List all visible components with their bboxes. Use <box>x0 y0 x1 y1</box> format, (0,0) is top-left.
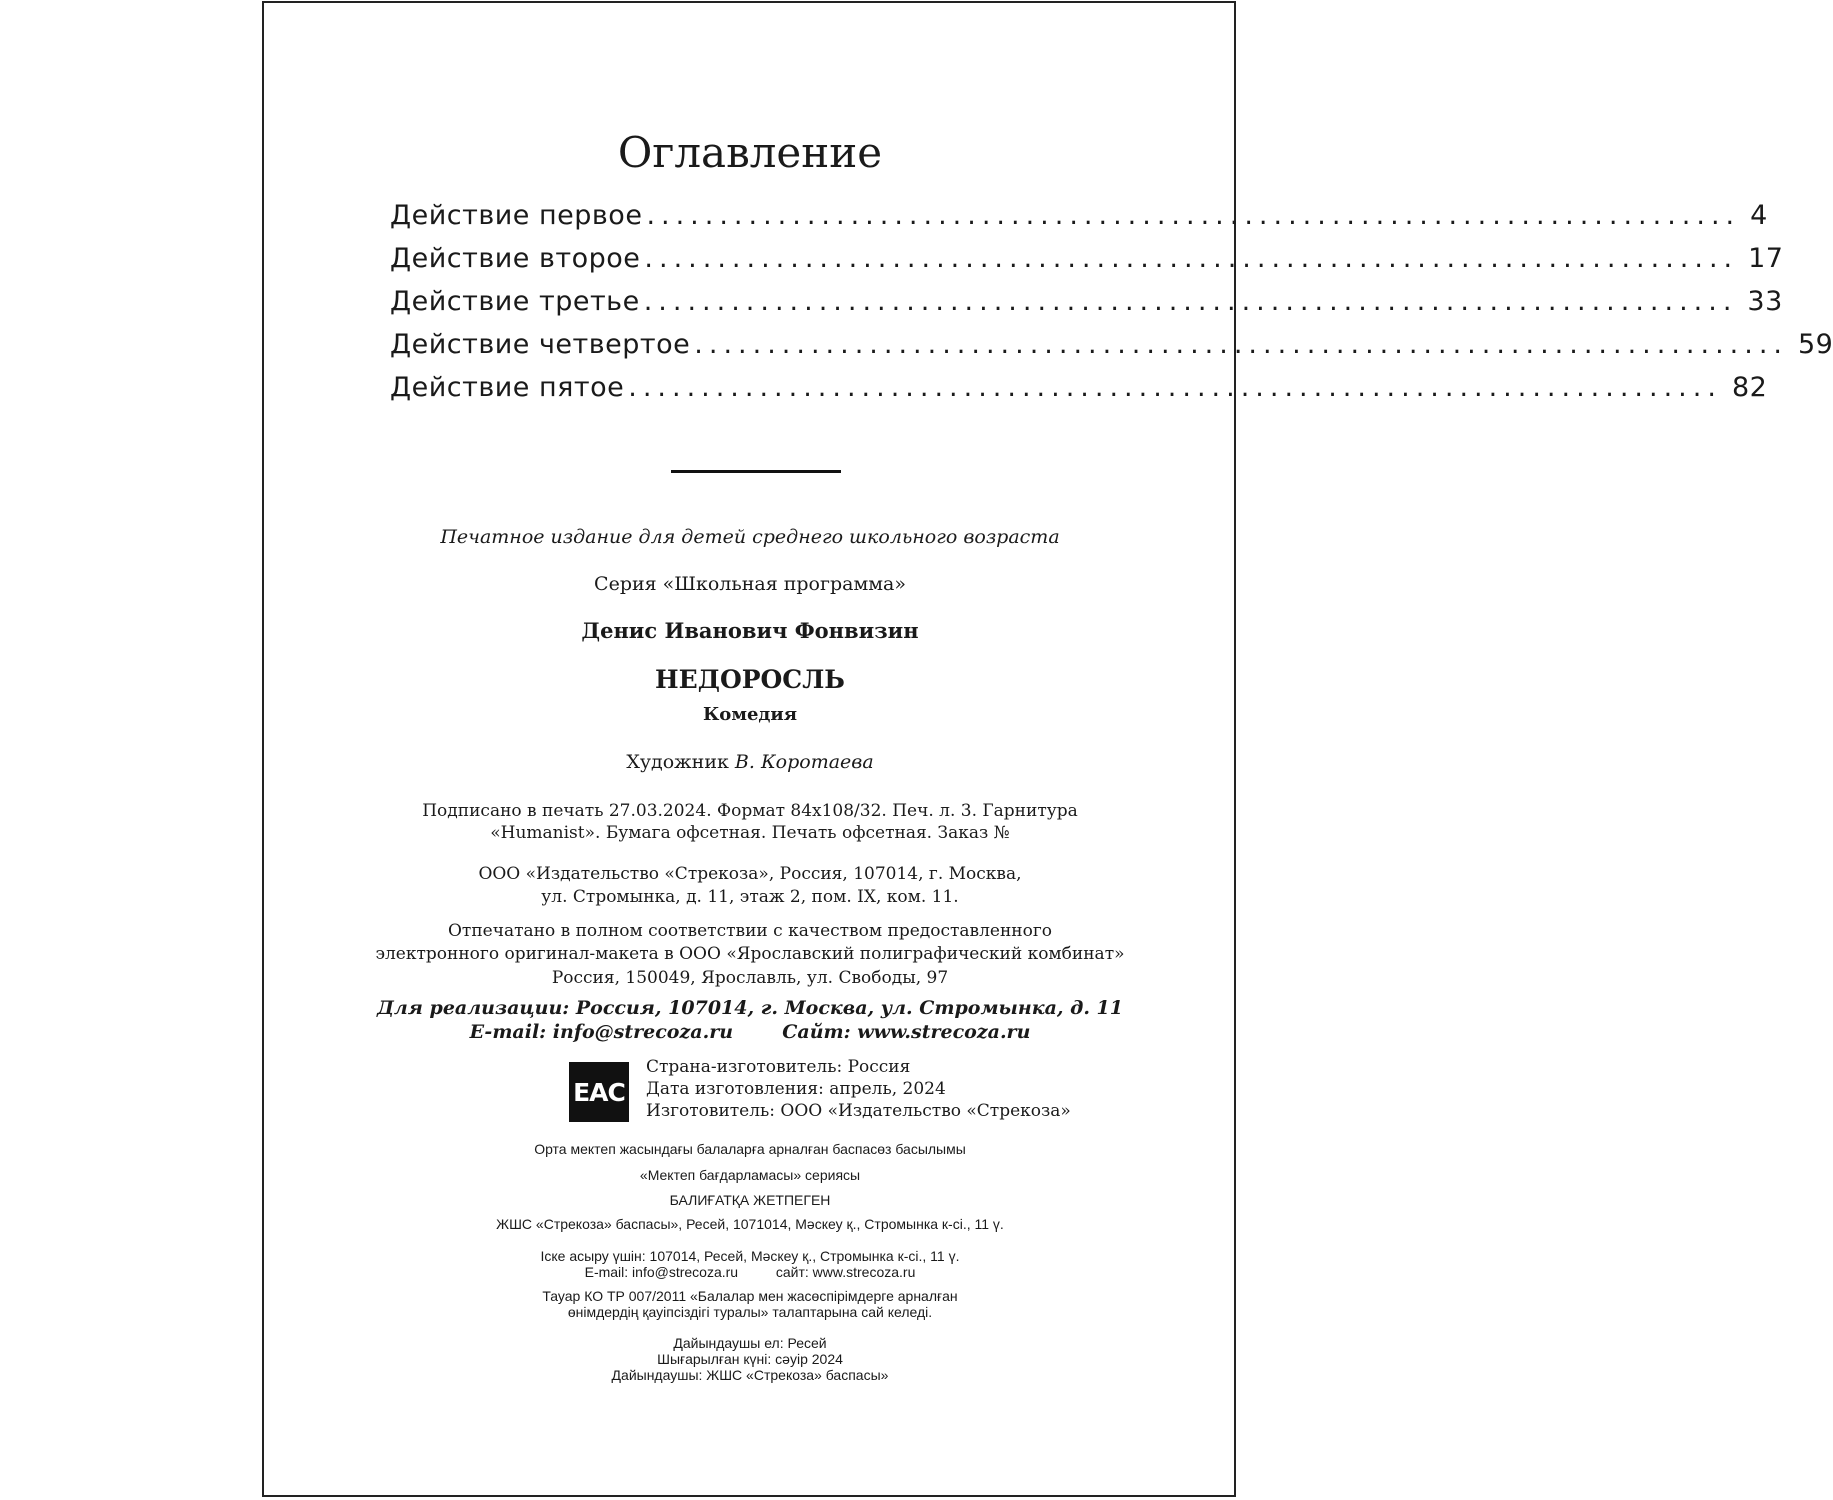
kz-line: Іске асыру үшін: 107014, Ресей, Мәскеу қ., Стромынка к-сі., 11 ү. <box>540 1248 960 1264</box>
printed-line: электронного оригинал-макета в ООО «Ярославский полиграфический комбинат» <box>375 944 1125 964</box>
kz-email-link[interactable]: E-mail: info@strecoza.ru <box>584 1264 739 1280</box>
table-of-contents <box>390 200 1833 415</box>
book-title: НЕДОРОСЛЬ <box>655 665 845 694</box>
toc-entry-label: Действие второе <box>390 243 641 274</box>
artist-prefix: Художник <box>626 751 729 773</box>
publisher-line: ул. Стромынка, д. 11, этаж 2, пом. IX, ком. 11. <box>541 887 959 907</box>
publisher-line: ООО «Издательство «Стрекоза», Россия, 107014, г. Москва, <box>478 864 1022 884</box>
toc-leader-dots: ........................................................................... <box>646 200 1741 231</box>
toc-entry-label: Действие четвертое <box>390 329 691 360</box>
kz-line: ЖШС «Стрекоза» баспасы», Ресей, 1071014, Мәскеу қ., Стромынка к-сі., 11 ү. <box>496 1216 1004 1232</box>
toc-entry[interactable] <box>390 286 1783 329</box>
toc-entry-page: 17 <box>1748 243 1784 274</box>
toc-leader-dots: ........................................................................... <box>644 243 1739 274</box>
toc-entry-page: 4 <box>1750 200 1768 231</box>
toc-entry-page: 59 <box>1798 329 1833 360</box>
eac-date: Дата изготовления: апрель, 2024 <box>646 1079 946 1099</box>
email-link[interactable]: E-mail: info@strecoza.ru <box>469 1021 734 1043</box>
kz-site-link[interactable]: сайт: www.strecoza.ru <box>775 1264 916 1280</box>
toc-entry[interactable] <box>390 243 1784 286</box>
series-line: Серия «Школьная программа» <box>594 573 906 595</box>
eac-maker: Изготовитель: ООО «Издательство «Стрекоза» <box>646 1101 1071 1121</box>
toc-title: Оглавление <box>617 128 883 177</box>
author-name: Денис Иванович Фонвизин <box>581 618 919 643</box>
toc-leader-dots: ........................................................................... <box>694 329 1788 360</box>
artist-name: В. Коротаева <box>734 751 874 773</box>
age-note: Печатное издание для детей среднего школьного возраста <box>440 526 1060 548</box>
divider <box>671 470 841 473</box>
kz-line: «Мектеп бағдарламасы» сериясы <box>639 1167 861 1183</box>
toc-entry[interactable] <box>390 372 1768 415</box>
eac-country: Страна-изготовитель: Россия <box>646 1057 911 1077</box>
printed-line: Отпечатано в полном соответствии с качеством предоставленного <box>448 921 1052 941</box>
toc-entry-label: Действие первое <box>390 200 643 231</box>
site-link[interactable]: Сайт: www.strecoza.ru <box>782 1021 1031 1043</box>
toc-entry-page: 82 <box>1731 372 1768 403</box>
printed-line: Россия, 150049, Ярославль, ул. Свободы, 97 <box>551 968 949 988</box>
toc-entry-page: 33 <box>1747 286 1783 317</box>
toc-leader-dots: ........................................................................... <box>628 372 1722 403</box>
sales-address: Для реализации: Россия, 107014, г. Москва, ул. Стромынка, д. 11 <box>377 997 1123 1019</box>
contacts-line <box>0 1021 1500 1043</box>
kz-contacts-line <box>0 1264 1500 1280</box>
genre: Комедия <box>702 704 798 725</box>
kz-line: Дайындаушы: ЖШС «Стрекоза» баспасы» <box>611 1367 889 1383</box>
toc-entry[interactable] <box>390 329 1833 372</box>
kz-line: Шығарылған күні: сәуір 2024 <box>657 1351 843 1367</box>
artist-line <box>0 751 1500 773</box>
toc-entry-label: Действие пятое <box>390 372 625 403</box>
print-info-line: Подписано в печать 27.03.2024. Формат 84х108/32. Печ. л. 3. Гарнитура <box>422 801 1078 821</box>
kz-line: Дайындаушы ел: Ресей <box>673 1335 827 1351</box>
kz-line: Орта мектеп жасындағы балаларға арналған баспасөз басылымы <box>534 1141 966 1157</box>
eac-logo-icon: EAC <box>569 1062 629 1122</box>
kz-line: Тауар КО ТР 007/2011 «Балалар мен жасөспірімдерге арналған <box>542 1288 958 1304</box>
toc-leader-dots: ........................................................................... <box>643 286 1738 317</box>
print-info-line: «Humanist». Бумага офсетная. Печать офсетная. Заказ № <box>490 823 1010 843</box>
kz-line: БАЛИҒАТҚА ЖЕТПЕГЕН <box>669 1192 831 1208</box>
toc-entry[interactable] <box>390 200 1768 243</box>
toc-entry-label: Действие третье <box>390 286 640 317</box>
kz-line: өнімдердің қауіпсіздігі туралы» талаптарына сай келеді. <box>567 1304 933 1320</box>
